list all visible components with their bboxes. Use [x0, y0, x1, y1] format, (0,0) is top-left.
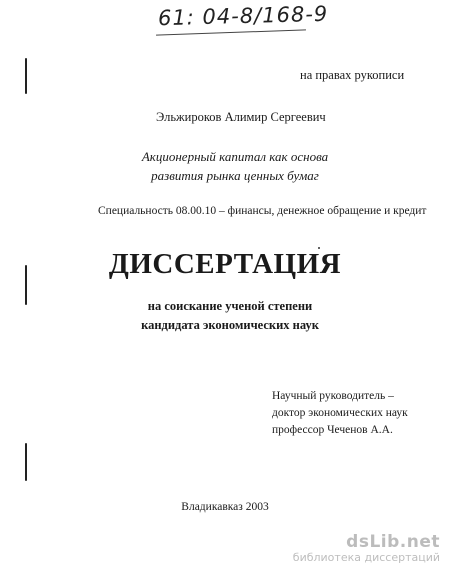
- title-line-1: Акционерный капитал как основа: [141, 149, 329, 164]
- supervisor-line-2: доктор экономических наук: [272, 407, 408, 419]
- degree-line-2: кандидата экономических наук: [141, 318, 319, 332]
- watermark-logo: dsLib.net: [346, 532, 440, 552]
- supervisor-line-1: Научный руководитель –: [272, 390, 394, 402]
- supervisor-line-3: профессор Чеченов А.А.: [272, 424, 393, 436]
- scan-margin-mark: [25, 443, 27, 481]
- dslib-watermark: [293, 533, 440, 565]
- author-name: Эльжироков Алимир Сергеевич: [156, 110, 326, 124]
- watermark-subtitle: библиотека диссертаций: [292, 551, 440, 564]
- handwritten-catalog-number: 61: 04-8/168-9: [157, 1, 329, 31]
- manuscript-rights-note: на правах рукописи: [300, 68, 405, 82]
- city-year: Владикавказ 2003: [181, 501, 269, 513]
- title-line-2: развития рынка ценных бумаг: [151, 168, 319, 183]
- specialty-line: Специальность 08.00.10 – финансы, денежное обращение и кредит: [98, 205, 427, 217]
- scan-margin-mark: [25, 58, 27, 94]
- degree-line-1: на соискание ученой степени: [147, 299, 313, 313]
- handwritten-underline: [156, 29, 306, 35]
- document-type-heading: ДИССЕРТАЦИЯ: [108, 248, 342, 280]
